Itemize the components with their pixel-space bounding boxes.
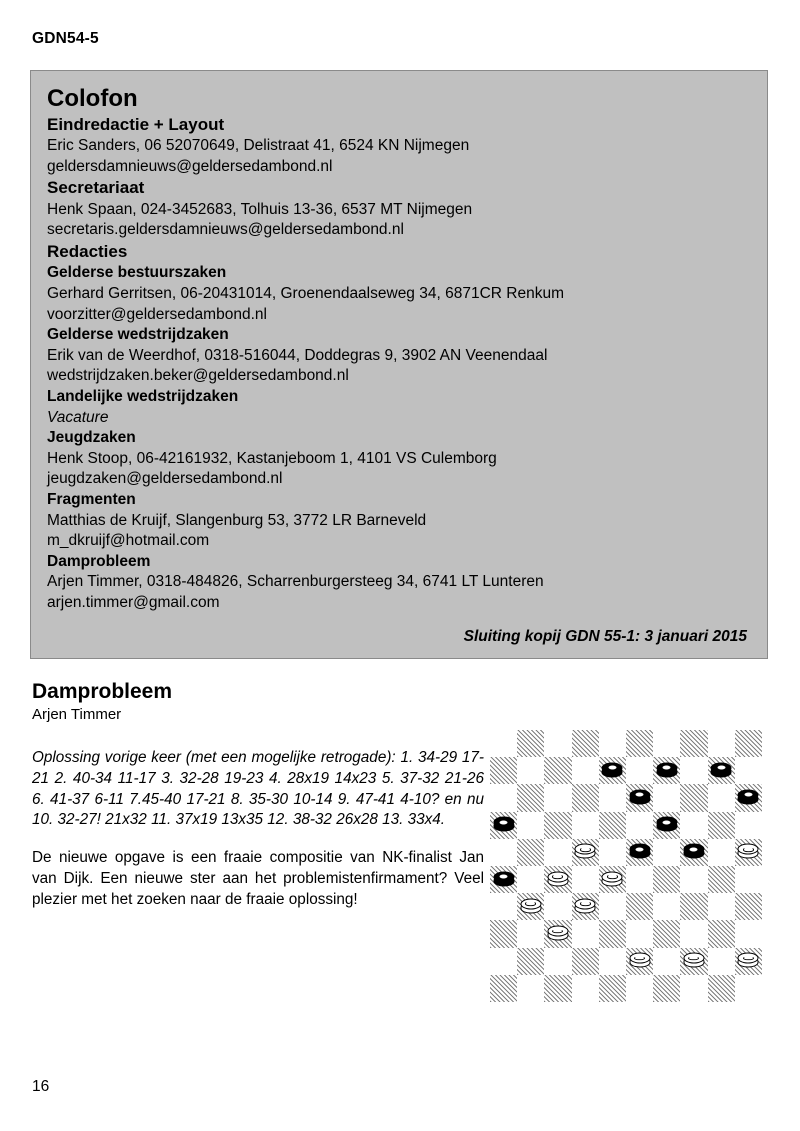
black-piece bbox=[493, 871, 514, 888]
colofon-section-fragmenten bbox=[47, 490, 751, 552]
piece-top bbox=[738, 844, 759, 855]
colofon-section-eindredactie bbox=[47, 114, 751, 178]
colofon-section-secretariaat bbox=[47, 177, 751, 241]
colofon-section-gelderse-wedstrijdzaken bbox=[47, 325, 751, 387]
board-square-dark bbox=[626, 839, 653, 866]
board-square-light bbox=[599, 839, 626, 866]
board-square-light bbox=[680, 866, 707, 893]
colofon-section-gelderse-bestuurszaken bbox=[47, 263, 751, 325]
white-piece bbox=[520, 898, 541, 915]
colofon-email: arjen.timmer@gmail.com bbox=[47, 594, 220, 612]
board-square-dark bbox=[653, 757, 680, 784]
board-square-dark bbox=[599, 812, 626, 839]
article-paragraph-intro: De nieuwe opgave is een fraaie compositie van NK-finalist Jan van Dijk. Een nieuwe ster aan het problemistenfirmament? Veel plezier met het zoeken naar de fraaie oplossing! bbox=[32, 849, 484, 908]
board-square-light bbox=[599, 948, 626, 975]
board-square-dark bbox=[653, 812, 680, 839]
colofon-email: wedstrijdzaken.beker@geldersedambond.nl bbox=[47, 367, 349, 385]
board-square-light bbox=[680, 757, 707, 784]
piece-top bbox=[547, 925, 568, 936]
board-square-dark bbox=[735, 730, 762, 757]
white-piece bbox=[683, 953, 704, 970]
board-square-dark bbox=[708, 812, 735, 839]
white-piece bbox=[547, 871, 568, 888]
piece-top bbox=[575, 898, 596, 909]
board-square-light bbox=[735, 866, 762, 893]
board-square-dark bbox=[708, 975, 735, 1002]
board-square-light bbox=[735, 975, 762, 1002]
board-square-dark bbox=[735, 948, 762, 975]
white-piece bbox=[738, 844, 759, 861]
board-square-light bbox=[626, 920, 653, 947]
board-square-dark bbox=[599, 866, 626, 893]
colofon-subheading: Damprobleem bbox=[47, 552, 151, 570]
board-square-light bbox=[490, 784, 517, 811]
board-square-light bbox=[708, 893, 735, 920]
colofon-heading: Eindredactie + Layout bbox=[47, 114, 225, 134]
piece-top bbox=[629, 789, 650, 800]
board-square-light bbox=[517, 757, 544, 784]
board-square-light bbox=[626, 866, 653, 893]
black-piece bbox=[602, 762, 623, 779]
black-piece bbox=[711, 762, 732, 779]
board-square-dark bbox=[572, 730, 599, 757]
board-square-dark bbox=[572, 948, 599, 975]
board-square-light bbox=[680, 812, 707, 839]
piece-top bbox=[575, 844, 596, 855]
white-piece bbox=[602, 871, 623, 888]
black-piece bbox=[656, 817, 677, 834]
board-square-dark bbox=[599, 975, 626, 1002]
colofon-subheading: Landelijke wedstrijdzaken bbox=[47, 388, 239, 405]
board-square-dark bbox=[680, 839, 707, 866]
colofon-email: m_dkruijf@hotmail.com bbox=[47, 532, 210, 550]
piece-top bbox=[629, 844, 650, 855]
board-square-light bbox=[626, 975, 653, 1002]
colofon-line: Henk Stoop, 06-42161932, Kastanjeboom 1, 4101 VS Culemborg bbox=[47, 449, 497, 467]
draughts-board bbox=[490, 730, 762, 1002]
board-square-dark bbox=[490, 812, 517, 839]
board-square-light bbox=[490, 730, 517, 757]
colofon-section-jeugdzaken bbox=[47, 428, 751, 490]
board-square-light bbox=[544, 948, 571, 975]
board-square-light bbox=[735, 757, 762, 784]
black-piece bbox=[683, 844, 704, 861]
white-piece bbox=[738, 953, 759, 970]
board-square-dark bbox=[680, 784, 707, 811]
black-piece bbox=[656, 762, 677, 779]
board-square-dark bbox=[735, 893, 762, 920]
board-square-dark bbox=[517, 948, 544, 975]
article-header bbox=[32, 680, 768, 725]
board-square-light bbox=[517, 920, 544, 947]
page-header-issue-code: GDN54-5 bbox=[32, 30, 99, 47]
board-square-dark bbox=[653, 920, 680, 947]
board-square-light bbox=[708, 784, 735, 811]
board-square-light bbox=[490, 948, 517, 975]
colofon-deadline-note: Sluiting kopij GDN 55-1: 3 januari 2015 bbox=[463, 627, 747, 645]
board-square-light bbox=[653, 948, 680, 975]
black-piece bbox=[493, 817, 514, 834]
colofon-title: Colofon bbox=[47, 85, 138, 112]
board-square-dark bbox=[517, 784, 544, 811]
colofon-line: Matthias de Kruijf, Slangenburg 53, 3772 LR Barneveld bbox=[47, 511, 427, 529]
board-square-light bbox=[680, 975, 707, 1002]
colofon-email: secretaris.geldersdamnieuws@geldersedambond.nl bbox=[47, 221, 404, 239]
colofon-section-damprobleem bbox=[47, 552, 751, 614]
colofon-line: Henk Spaan, 024-3452683, Tolhuis 13-36, 6537 MT Nijmegen bbox=[47, 200, 473, 218]
colofon-email: jeugdzaken@geldersedambond.nl bbox=[47, 470, 283, 488]
board-square-dark bbox=[599, 757, 626, 784]
board-square-dark bbox=[708, 866, 735, 893]
board-square-light bbox=[735, 920, 762, 947]
board-square-light bbox=[517, 812, 544, 839]
piece-top bbox=[711, 762, 732, 773]
board-square-dark bbox=[517, 893, 544, 920]
board-square-light bbox=[517, 975, 544, 1002]
article-paragraph-solution: Oplossing vorige keer (met een mogelijke retrogade): 1. 34-29 17-21 2. 40-34 11-17 3. 32-28 19-23 4. 28x19 14x23 5. 37-32 21-26 6. 41-37 6-11 7.45-40 17-21 8. 35-30 10-14 9. 47-41 4-10? en nu 10. 32-27! 21x32 11. 37x19 13x35 12. 38-32 26x28 13. 33x4. bbox=[32, 749, 484, 829]
article-body bbox=[32, 748, 484, 911]
board-square-light bbox=[572, 920, 599, 947]
board-square-dark bbox=[653, 866, 680, 893]
board-square-light bbox=[572, 866, 599, 893]
piece-top bbox=[683, 953, 704, 964]
colofon-line: Arjen Timmer, 0318-484826, Scharrenburgersteeg 34, 6741 LT Lunteren bbox=[47, 573, 544, 591]
board-square-light bbox=[708, 730, 735, 757]
board-square-dark bbox=[626, 730, 653, 757]
piece-top bbox=[602, 762, 623, 773]
piece-top bbox=[683, 844, 704, 855]
board-square-dark bbox=[680, 730, 707, 757]
piece-top bbox=[602, 871, 623, 882]
board-square-light bbox=[599, 893, 626, 920]
piece-top bbox=[738, 953, 759, 964]
board-square-light bbox=[735, 812, 762, 839]
board-square-dark bbox=[735, 839, 762, 866]
board-square-dark bbox=[708, 920, 735, 947]
draughts-diagram bbox=[490, 730, 762, 1002]
board-square-dark bbox=[680, 948, 707, 975]
board-square-dark bbox=[517, 839, 544, 866]
board-square-dark bbox=[572, 839, 599, 866]
piece-top bbox=[547, 871, 568, 882]
piece-top bbox=[656, 762, 677, 773]
page-number: 16 bbox=[32, 1078, 50, 1095]
colofon-box bbox=[30, 70, 768, 659]
colofon-line: Gerhard Gerritsen, 06-20431014, Groenendaalseweg 34, 6871CR Renkum bbox=[47, 284, 564, 302]
board-square-light bbox=[544, 784, 571, 811]
colofon-email: voorzitter@geldersedambond.nl bbox=[47, 305, 267, 323]
board-square-dark bbox=[735, 784, 762, 811]
board-square-light bbox=[544, 839, 571, 866]
board-square-dark bbox=[490, 975, 517, 1002]
colofon-heading: Redacties bbox=[47, 241, 128, 261]
black-piece bbox=[629, 789, 650, 806]
board-square-light bbox=[680, 920, 707, 947]
board-square-dark bbox=[626, 784, 653, 811]
article-title: Damprobleem bbox=[32, 680, 173, 703]
board-square-light bbox=[653, 893, 680, 920]
white-piece bbox=[629, 953, 650, 970]
piece-top bbox=[493, 817, 514, 828]
colofon-subheading: Gelderse bestuurszaken bbox=[47, 264, 227, 282]
colofon-section-redacties bbox=[47, 241, 751, 263]
article-author: Arjen Timmer bbox=[32, 706, 122, 724]
board-square-dark bbox=[517, 730, 544, 757]
colofon-subheading: Fragmenten bbox=[47, 491, 136, 509]
colofon-subheading: Jeugdzaken bbox=[47, 429, 136, 447]
board-square-light bbox=[626, 757, 653, 784]
piece-top bbox=[629, 953, 650, 964]
board-square-dark bbox=[626, 948, 653, 975]
board-square-light bbox=[544, 730, 571, 757]
board-square-dark bbox=[544, 812, 571, 839]
black-piece bbox=[629, 844, 650, 861]
board-square-dark bbox=[490, 920, 517, 947]
board-square-light bbox=[653, 839, 680, 866]
piece-top bbox=[738, 789, 759, 800]
colofon-line: Eric Sanders, 06 52070649, Delistraat 41, 6524 KN Nijmegen bbox=[47, 137, 470, 155]
board-square-dark bbox=[490, 866, 517, 893]
board-square-dark bbox=[544, 757, 571, 784]
board-square-light bbox=[653, 730, 680, 757]
board-square-light bbox=[708, 948, 735, 975]
board-square-dark bbox=[680, 893, 707, 920]
black-piece bbox=[738, 789, 759, 806]
board-square-dark bbox=[544, 920, 571, 947]
colofon-heading: Secretariaat bbox=[47, 178, 145, 198]
board-square-dark bbox=[653, 975, 680, 1002]
board-square-light bbox=[517, 866, 544, 893]
board-square-light bbox=[599, 784, 626, 811]
board-square-light bbox=[572, 975, 599, 1002]
white-piece bbox=[575, 898, 596, 915]
colofon-line: Erik van de Weerdhof, 0318-516044, Doddegras 9, 3902 AN Veenendaal bbox=[47, 346, 548, 364]
board-square-dark bbox=[708, 757, 735, 784]
board-square-light bbox=[490, 839, 517, 866]
colofon-section-landelijke-wedstrijdzaken bbox=[47, 387, 751, 428]
board-square-light bbox=[544, 893, 571, 920]
white-piece bbox=[575, 844, 596, 861]
board-square-light bbox=[626, 812, 653, 839]
board-square-dark bbox=[544, 866, 571, 893]
board-square-light bbox=[572, 757, 599, 784]
board-square-dark bbox=[544, 975, 571, 1002]
board-square-dark bbox=[572, 893, 599, 920]
board-square-dark bbox=[599, 920, 626, 947]
piece-top bbox=[656, 817, 677, 828]
board-square-light bbox=[572, 812, 599, 839]
colofon-email: geldersdamnieuws@geldersedambond.nl bbox=[47, 157, 333, 175]
piece-top bbox=[493, 871, 514, 882]
board-square-dark bbox=[490, 757, 517, 784]
board-square-dark bbox=[626, 893, 653, 920]
board-square-light bbox=[653, 784, 680, 811]
colofon-subheading: Gelderse wedstrijdzaken bbox=[47, 326, 229, 344]
board-square-light bbox=[708, 839, 735, 866]
board-square-light bbox=[490, 893, 517, 920]
colofon-line-vacature: Vacature bbox=[47, 408, 109, 426]
piece-top bbox=[520, 898, 541, 909]
board-square-light bbox=[599, 730, 626, 757]
board-square-dark bbox=[572, 784, 599, 811]
white-piece bbox=[547, 925, 568, 942]
